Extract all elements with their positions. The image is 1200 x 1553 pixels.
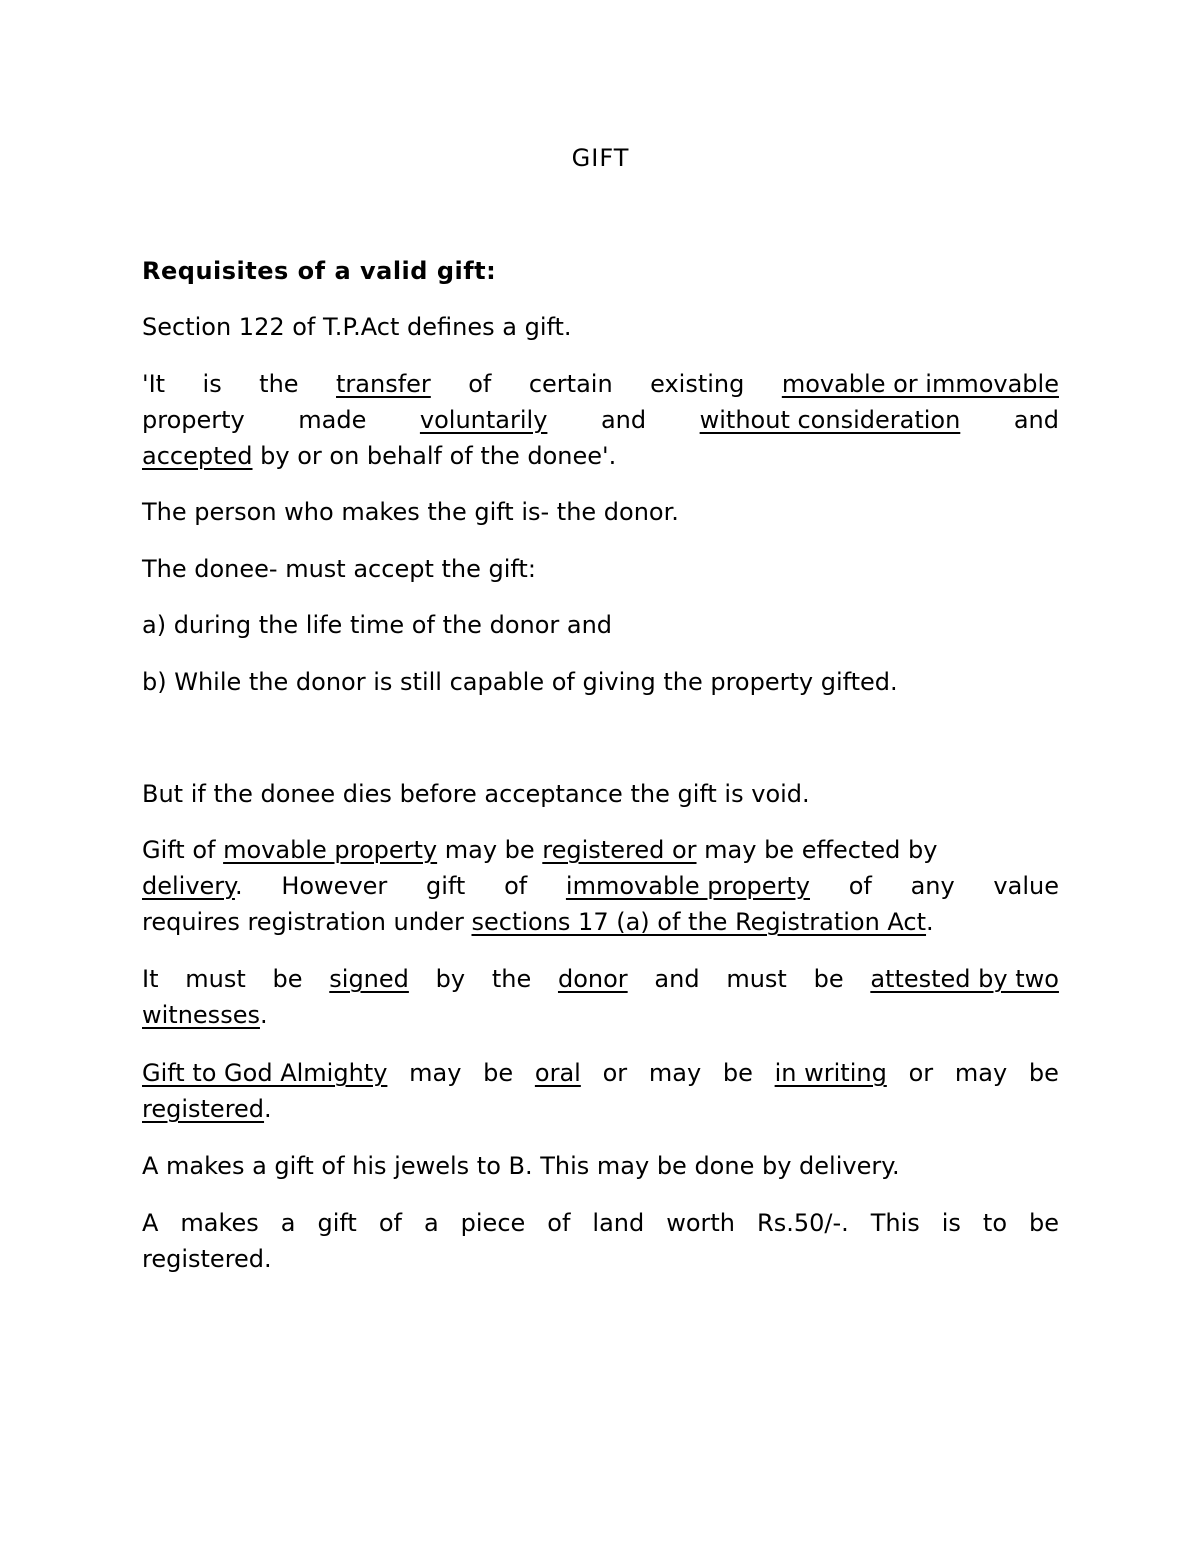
word: A xyxy=(142,1209,159,1237)
word: property xyxy=(142,406,245,434)
word: of xyxy=(468,370,492,398)
paragraph-donee: The donee- must accept the gift: xyxy=(142,555,536,583)
word: be xyxy=(1028,1059,1059,1087)
text-run: . xyxy=(264,1095,272,1123)
word: a xyxy=(280,1209,296,1237)
list-item-a: a) during the life time of the donor and xyxy=(142,611,613,639)
signed-line-2 xyxy=(142,997,1059,1033)
underlined-term-signed: signed xyxy=(329,965,409,993)
underlined-term-without-consideration: without consideration xyxy=(699,406,961,434)
document-title: GIFT xyxy=(571,144,630,172)
word: is xyxy=(202,370,222,398)
word: be xyxy=(722,1059,753,1087)
word: and xyxy=(1013,406,1059,434)
underlined-term-movable-property: movable property xyxy=(223,836,438,864)
underlined-term-transfer: transfer xyxy=(336,370,431,398)
word: or xyxy=(602,1059,628,1087)
paragraph-jewels-example: A makes a gift of his jewels to B. This may be done by delivery. xyxy=(142,1152,900,1180)
word: land xyxy=(592,1209,645,1237)
god-line-1 xyxy=(142,1055,1059,1091)
underlined-term-registered-or: registered or xyxy=(542,836,697,864)
text-run: Gift of xyxy=(142,836,224,864)
word: be xyxy=(483,1059,514,1087)
word: any xyxy=(910,872,955,900)
text-run: requires registration under xyxy=(142,908,472,936)
word: of xyxy=(848,872,872,900)
word: is xyxy=(941,1209,961,1237)
underlined-term-movable-or-immovable: movable or immovable xyxy=(781,370,1059,398)
underlined-term-immovable-property: immovable property xyxy=(565,872,810,900)
underlined-term-accepted: accepted xyxy=(142,442,253,470)
word: be xyxy=(813,965,844,993)
section-heading: Requisites of a valid gift: xyxy=(142,257,497,285)
text-run: . xyxy=(259,1001,268,1029)
word: may xyxy=(409,1059,462,1087)
word: may xyxy=(648,1059,702,1087)
signed-line-1 xyxy=(142,961,1059,997)
word: the xyxy=(259,370,299,398)
underlined-term-registration-act: sections 17 (a) of the Registration Act xyxy=(471,908,927,936)
word: may xyxy=(954,1059,1008,1087)
word: certain xyxy=(528,370,613,398)
word: However xyxy=(281,872,388,900)
text-run: by or on behalf of the donee'. xyxy=(252,442,617,470)
registration-line-3 xyxy=(142,904,1059,940)
word: a xyxy=(423,1209,439,1237)
underlined-term-oral: oral xyxy=(534,1059,581,1087)
word: be xyxy=(272,965,303,993)
word: be xyxy=(1029,1209,1059,1237)
underlined-term-delivery: delivery xyxy=(142,872,235,900)
word: This xyxy=(870,1209,920,1237)
word: and xyxy=(600,406,647,434)
paragraph-land-example xyxy=(142,1205,1059,1277)
land-line-2 xyxy=(142,1241,1059,1277)
underlined-term-witnesses: witnesses xyxy=(142,1001,260,1029)
word: Rs.50/-. xyxy=(757,1209,849,1237)
word: registered. xyxy=(142,1245,272,1273)
land-line-1 xyxy=(142,1205,1059,1241)
word: made xyxy=(298,406,367,434)
paragraph-void: But if the donee dies before acceptance the gift is void. xyxy=(142,780,810,808)
word: and xyxy=(654,965,700,993)
text-run: . xyxy=(234,872,243,900)
word: 'It xyxy=(142,370,166,398)
word: or xyxy=(908,1059,934,1087)
word: piece xyxy=(460,1209,526,1237)
definition-line-2 xyxy=(142,402,1059,438)
paragraph-donor: The person who makes the gift is- the donor. xyxy=(142,498,679,526)
word: value xyxy=(993,872,1059,900)
word: gift xyxy=(317,1209,357,1237)
registration-line-1 xyxy=(142,832,1059,868)
word: of xyxy=(504,872,528,900)
word: must xyxy=(726,965,787,993)
word: worth xyxy=(666,1209,736,1237)
text-run: . xyxy=(926,908,934,936)
word: by xyxy=(435,965,466,993)
underlined-term-donor: donor xyxy=(557,965,628,993)
word: must xyxy=(185,965,246,993)
word: existing xyxy=(650,370,745,398)
definition-line-3 xyxy=(142,438,1059,474)
god-line-2 xyxy=(142,1091,1059,1127)
underlined-term-gift-to-god-almighty: Gift to God Almighty xyxy=(142,1059,388,1087)
paragraph-gift-definition xyxy=(142,366,1059,474)
text-run: may be xyxy=(437,836,543,864)
word: to xyxy=(982,1209,1008,1237)
paragraph-section-122: Section 122 of T.P.Act defines a gift. xyxy=(142,313,572,341)
word: of xyxy=(547,1209,571,1237)
underlined-term-attested-by-two: attested by two xyxy=(870,965,1059,993)
paragraph-registration xyxy=(142,832,1059,940)
underlined-term-voluntarily: voluntarily xyxy=(419,406,548,434)
word: It xyxy=(142,965,159,993)
word: of xyxy=(378,1209,402,1237)
paragraph-god-almighty xyxy=(142,1055,1059,1127)
underlined-term-registered: registered xyxy=(142,1095,265,1123)
word: gift xyxy=(426,872,466,900)
definition-line-1 xyxy=(142,366,1059,402)
text-run: may be effected by xyxy=(696,836,938,864)
paragraph-signed xyxy=(142,961,1059,1033)
word: makes xyxy=(180,1209,259,1237)
underlined-term-in-writing: in writing xyxy=(774,1059,887,1087)
list-item-b: b) While the donor is still capable of giving the property gifted. xyxy=(142,668,898,696)
word: the xyxy=(491,965,532,993)
registration-line-2 xyxy=(142,868,1059,904)
